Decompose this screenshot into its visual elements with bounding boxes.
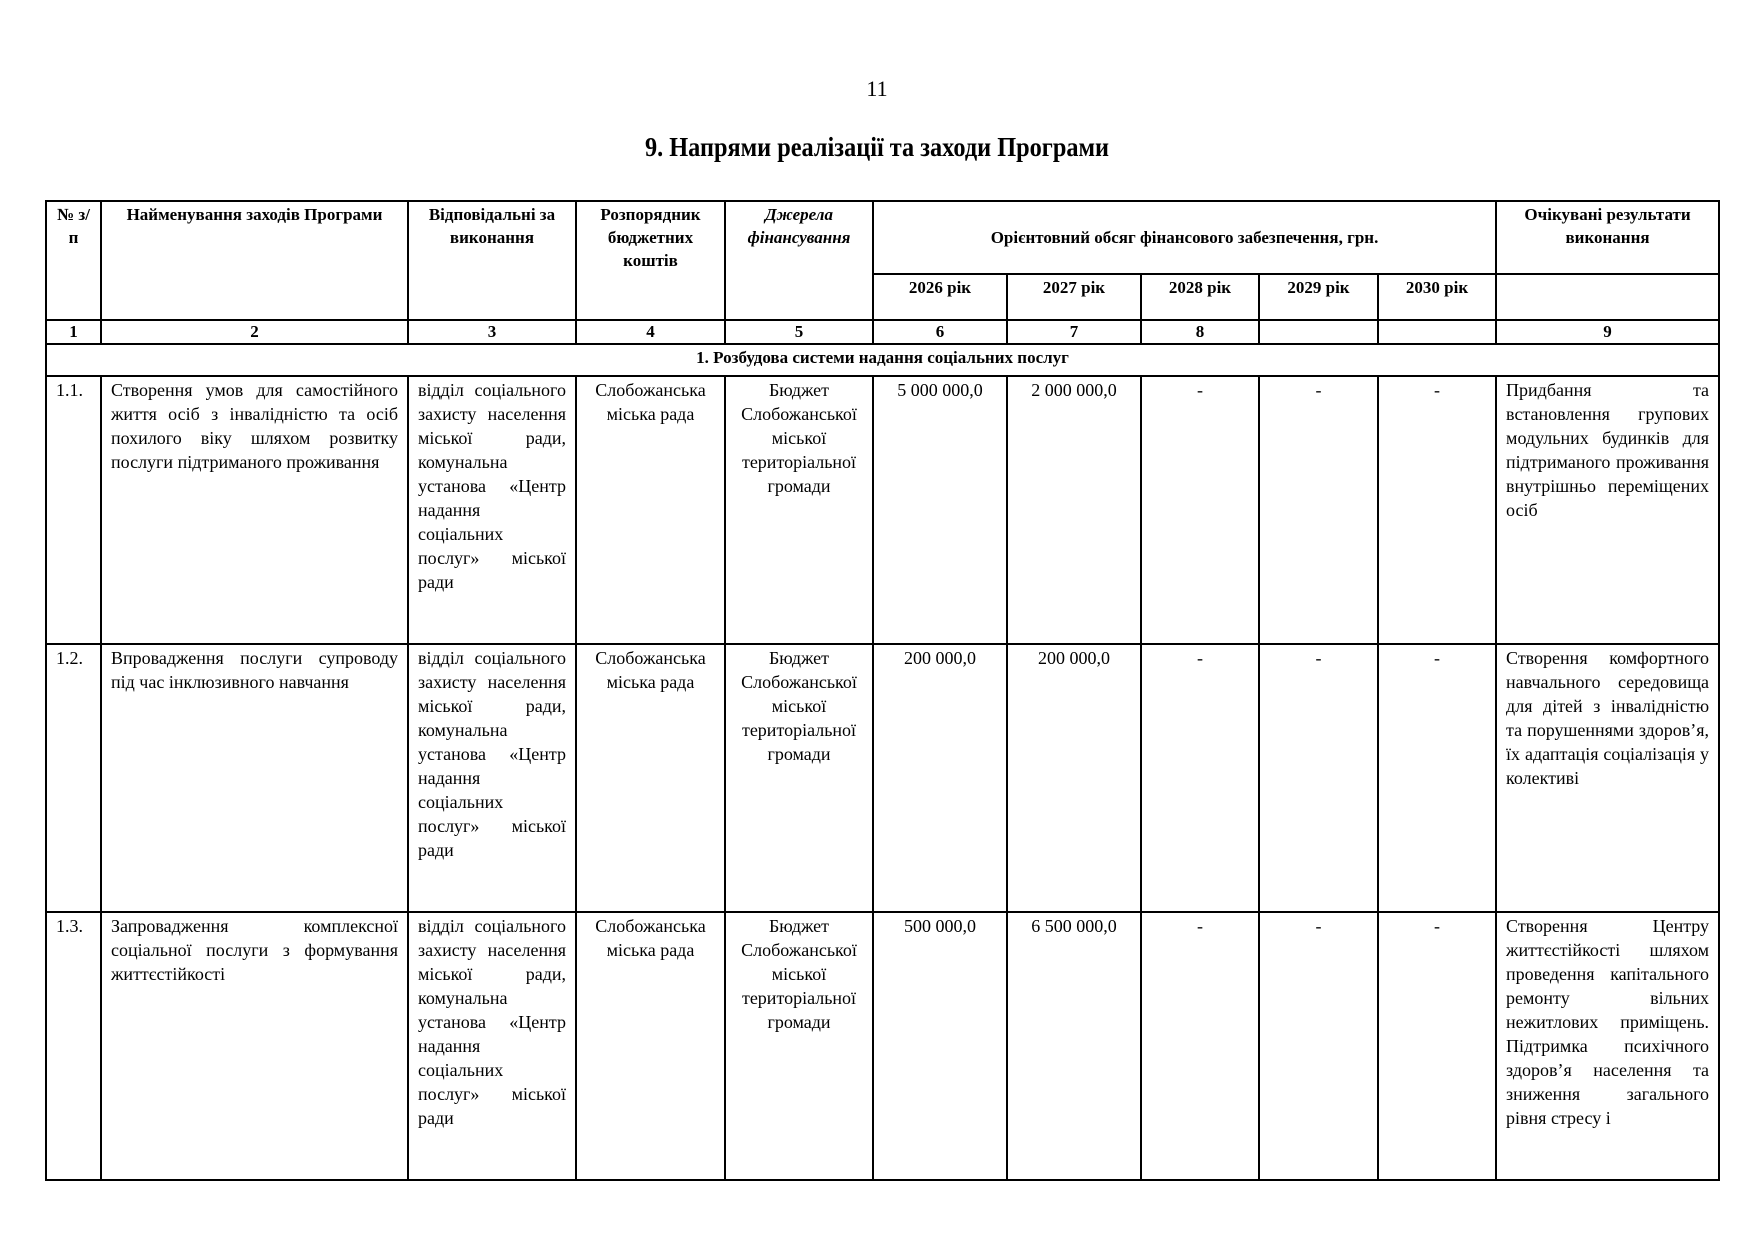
row-number: 1.1.	[46, 376, 101, 644]
measures-table	[45, 200, 1720, 1181]
header-name: Найменування заходів Програми	[101, 201, 408, 320]
page-title: 9. Напрями реалізації та заходи Програми	[644, 132, 1110, 162]
responsible: відділ соціального захисту населення міської ради, комунальна установа «Центр надання соціальних послуг» міської ради	[408, 644, 576, 912]
header-year-2028: 2028 рік	[1141, 274, 1259, 320]
amount-2028: -	[1141, 912, 1259, 1180]
header-results-empty	[1496, 274, 1719, 320]
column-number: 2	[101, 320, 408, 344]
column-number: 5	[725, 320, 873, 344]
budget-manager: Слобожанська міська рада	[576, 912, 725, 1180]
header-year-2026: 2026 рік	[873, 274, 1007, 320]
column-number: 1	[46, 320, 101, 344]
column-number: 4	[576, 320, 725, 344]
budget-manager: Слобожанська міська рада	[576, 644, 725, 912]
amount-2029: -	[1259, 644, 1378, 912]
header-sources: Джерела фінансування	[725, 201, 873, 320]
column-numbers-row	[46, 320, 1719, 344]
page-number: 11	[866, 76, 888, 101]
amount-2028: -	[1141, 644, 1259, 912]
funding-source: Бюджет Слобожанської міської територіальної громади	[725, 912, 873, 1180]
header-responsible: Відповідальні за виконання	[408, 201, 576, 320]
amount-2028: -	[1141, 376, 1259, 644]
measure-name: Запровадження комплексної соціальної послуги з формування життєстійкості	[101, 912, 408, 1180]
header-year-2030: 2030 рік	[1378, 274, 1496, 320]
amount-2026: 200 000,0	[873, 644, 1007, 912]
table-row	[46, 376, 1719, 644]
amount-2027: 2 000 000,0	[1007, 376, 1141, 644]
budget-manager: Слобожанська міська рада	[576, 376, 725, 644]
amount-2030: -	[1378, 376, 1496, 644]
row-number: 1.3.	[46, 912, 101, 1180]
header-manager: Розпорядник бюджетних коштів	[576, 201, 725, 320]
header-year-2029: 2029 рік	[1259, 274, 1378, 320]
amount-2026: 500 000,0	[873, 912, 1007, 1180]
amount-2029: -	[1259, 912, 1378, 1180]
amount-2027: 200 000,0	[1007, 644, 1141, 912]
amount-2027: 6 500 000,0	[1007, 912, 1141, 1180]
funding-source: Бюджет Слобожанської міської територіальної громади	[725, 376, 873, 644]
responsible: відділ соціального захисту населення міської ради, комунальна установа «Центр надання соціальних послуг» міської ради	[408, 376, 576, 644]
measure-name: Створення умов для самостійного життя осіб з інвалідністю та осіб похилого віку шляхом розвитку послуги підтриманого проживання	[101, 376, 408, 644]
amount-2026: 5 000 000,0	[873, 376, 1007, 644]
column-number: 7	[1007, 320, 1141, 344]
header-year-2027: 2027 рік	[1007, 274, 1141, 320]
column-number	[1378, 320, 1496, 344]
expected-results: Створення комфортного навчального середовища для дітей з інвалідністю та порушеннями здоров’я, їх адаптація соціалізація у колективі	[1496, 644, 1719, 912]
expected-results: Придбання та встановлення групових модульних будинків для підтриманого проживання внутрішньо переміщених осіб	[1496, 376, 1719, 644]
expected-results: Створення Центру життєстійкості шляхом проведення капітального ремонту вільних нежитлових приміщень. Підтримка психічного здоров’я населення та зниження загального рівня стресу і	[1496, 912, 1719, 1180]
funding-source: Бюджет Слобожанської міської територіальної громади	[725, 644, 873, 912]
responsible: відділ соціального захисту населення міської ради, комунальна установа «Центр надання соціальних послуг» міської ради	[408, 912, 576, 1180]
header-results: Очікувані результати виконання	[1496, 201, 1719, 274]
section-heading: 1. Розбудова системи надання соціальних послуг	[46, 344, 1719, 376]
measure-name: Впровадження послуги супроводу під час інклюзивного навчання	[101, 644, 408, 912]
amount-2029: -	[1259, 376, 1378, 644]
column-number: 9	[1496, 320, 1719, 344]
amount-2030: -	[1378, 912, 1496, 1180]
table-row	[46, 644, 1719, 912]
amount-2030: -	[1378, 644, 1496, 912]
column-number	[1259, 320, 1378, 344]
column-number: 3	[408, 320, 576, 344]
table-row	[46, 912, 1719, 1180]
column-number: 6	[873, 320, 1007, 344]
header-no: № з/п	[46, 201, 101, 320]
header-funding: Орієнтовний обсяг фінансового забезпечення, грн.	[873, 201, 1496, 274]
row-number: 1.2.	[46, 644, 101, 912]
column-number: 8	[1141, 320, 1259, 344]
